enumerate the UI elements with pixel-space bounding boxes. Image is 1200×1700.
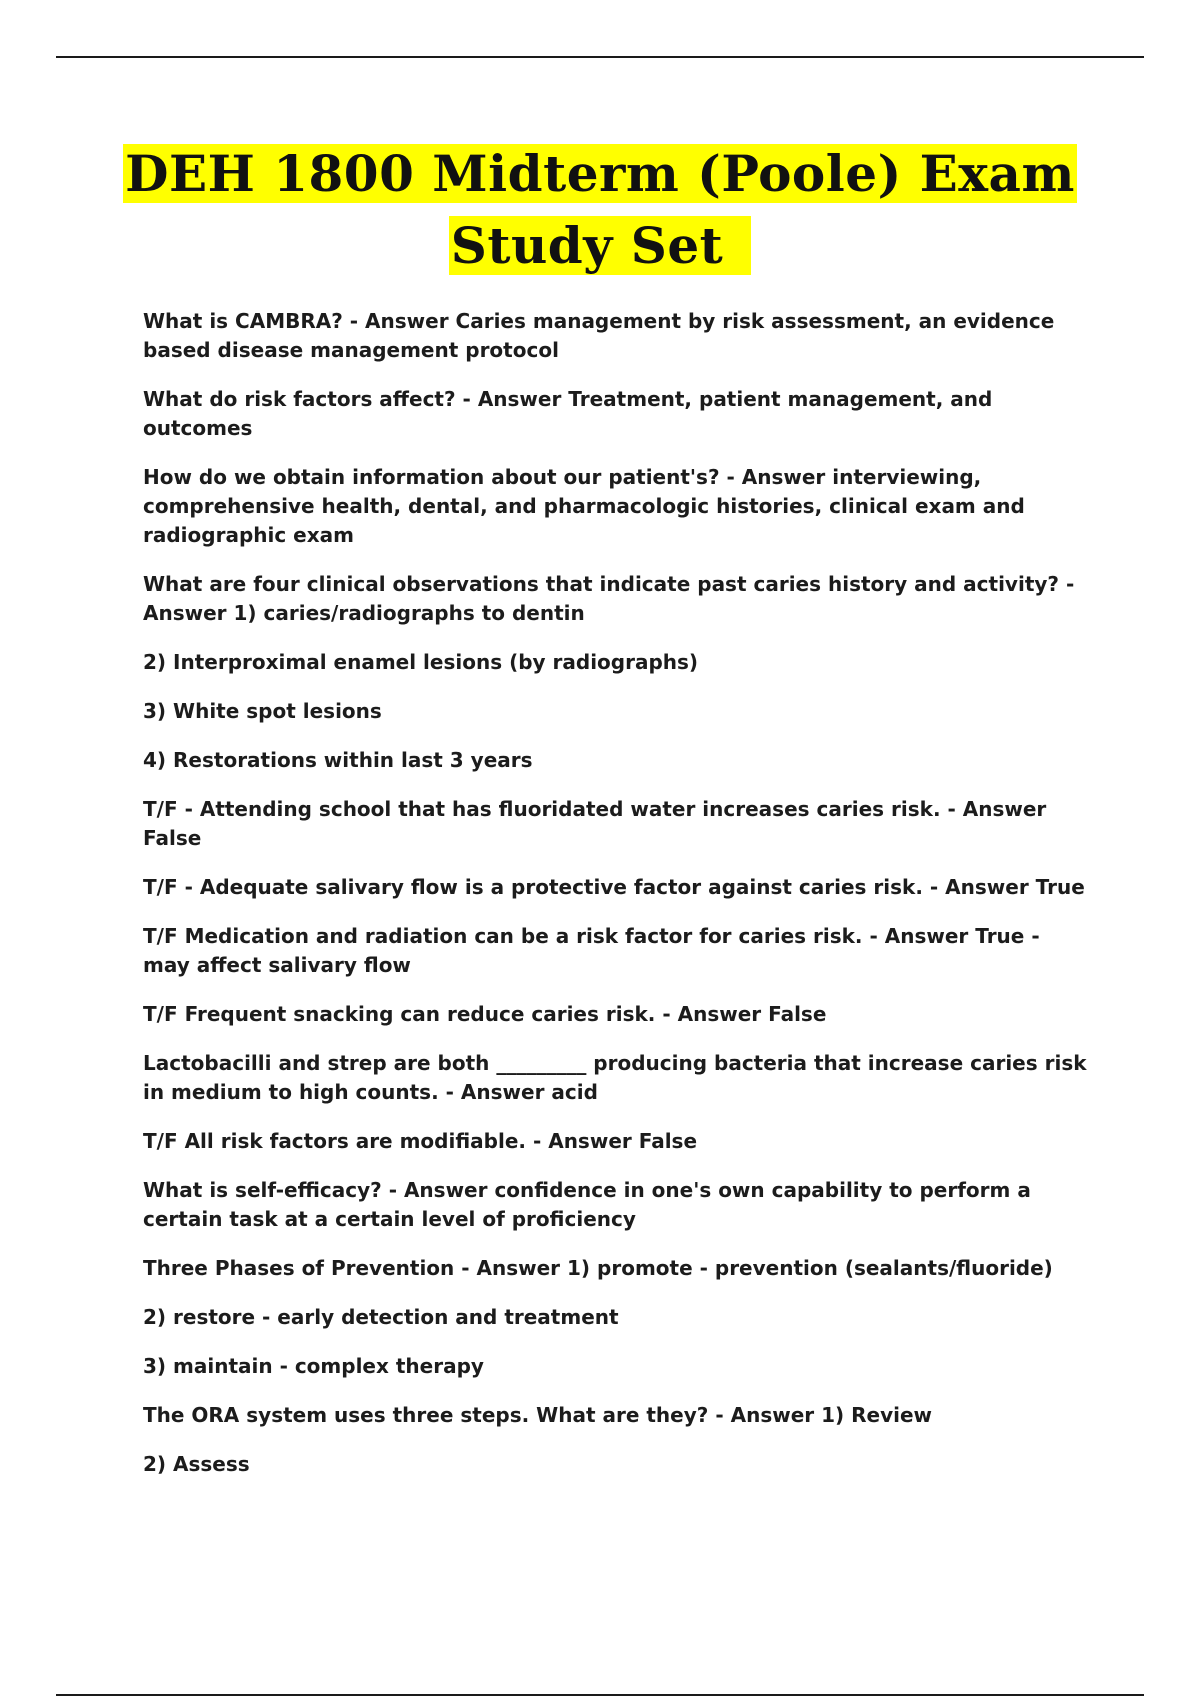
qa-item: 2) Assess xyxy=(143,1452,250,1476)
qa-item: Three Phases of Prevention - Answer 1) promote - prevention (sealants/fluoride) xyxy=(143,1256,1053,1280)
qa-item: T/F - Attending school that has fluoridated water increases caries risk. - Answer False xyxy=(143,797,1047,850)
top-rule xyxy=(56,56,1144,58)
qa-item: 2) Interproximal enamel lesions (by radiographs) xyxy=(143,650,699,674)
qa-item: How do we obtain information about our patient's? - Answer interviewing, comprehensive health, dental, and pharmacologic histories, clinical exam and radiographic exam xyxy=(143,465,1025,547)
qa-item: T/F Frequent snacking can reduce caries risk. - Answer False xyxy=(143,1002,827,1026)
qa-item: T/F Medication and radiation can be a risk factor for caries risk. - Answer True - may affect salivary flow xyxy=(143,924,1040,977)
qa-item: 3) White spot lesions xyxy=(143,699,382,723)
qa-item: What is CAMBRA? - Answer Caries management by risk assessment, an evidence based disease management protocol xyxy=(143,309,1055,362)
qa-item: What are four clinical observations that indicate past caries history and activity? - Answer 1) caries/radiographs to dentin xyxy=(143,572,1075,625)
bottom-rule xyxy=(56,1694,1144,1696)
qa-item: 4) Restorations within last 3 years xyxy=(143,748,533,772)
study-set-content xyxy=(143,307,1093,1499)
qa-item: What do risk factors affect? - Answer Treatment, patient management, and outcomes xyxy=(143,387,993,440)
title-highlight-2: Study Set xyxy=(449,216,752,275)
qa-item: The ORA system uses three steps. What are they? - Answer 1) Review xyxy=(143,1403,933,1427)
title-line-1 xyxy=(119,140,1081,208)
title-line-2 xyxy=(445,212,756,280)
document-title xyxy=(0,140,1200,280)
qa-item: Lactobacilli and strep are both _________ producing bacteria that increase caries risk in medium to high counts. - Answer acid xyxy=(143,1051,1087,1104)
qa-item: T/F All risk factors are modifiable. - Answer False xyxy=(143,1129,698,1153)
qa-item: 2) restore - early detection and treatment xyxy=(143,1305,619,1329)
title-highlight-1: DEH 1800 Midterm (Poole) Exam xyxy=(125,144,1075,203)
qa-item: What is self-efficacy? - Answer confidence in one's own capability to perform a certain task at a certain level of proficiency xyxy=(143,1178,1031,1231)
qa-item: T/F - Adequate salivary flow is a protective factor against caries risk. - Answer True xyxy=(143,875,1085,899)
qa-item: 3) maintain - complex therapy xyxy=(143,1354,484,1378)
